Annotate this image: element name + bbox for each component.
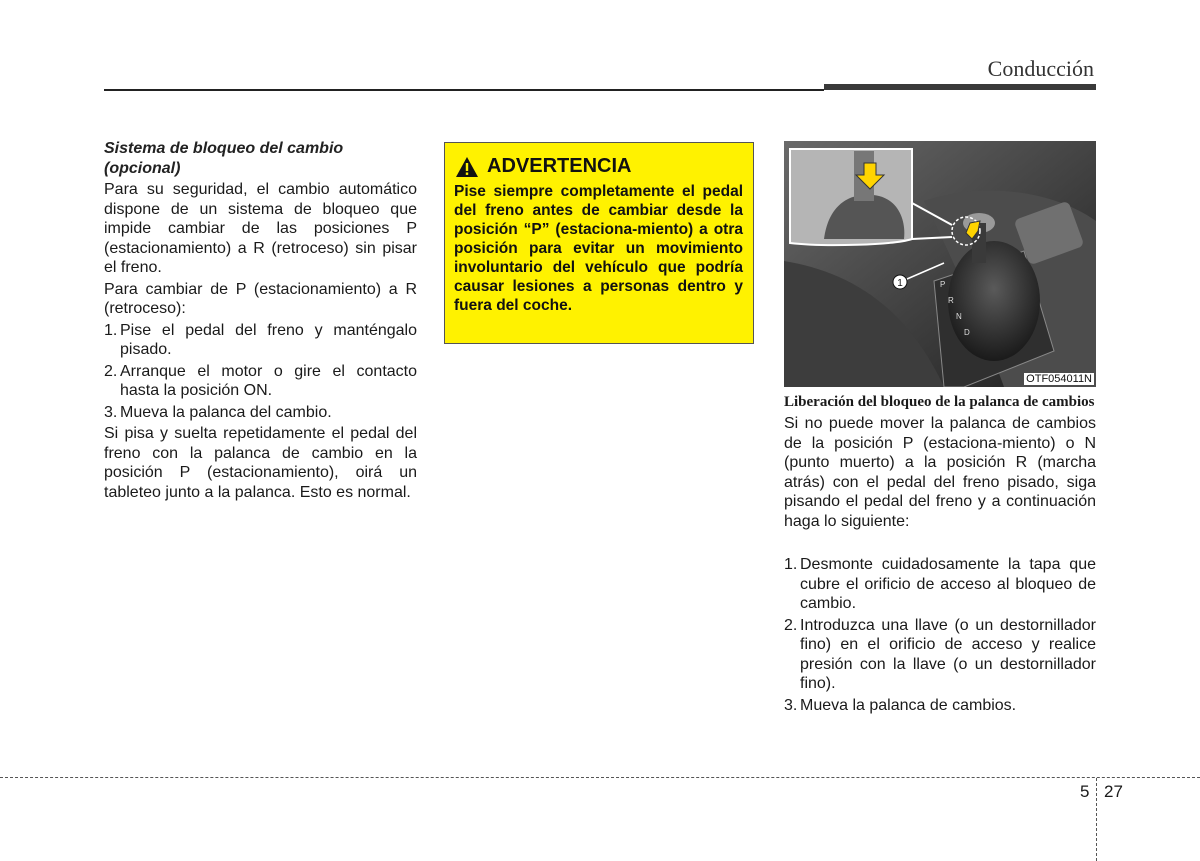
release-paragraph: Si no puede mover la palanca de cambios de la posición P (estaciona-miento) o N (punto muerto) a la posición R (marcha atrás) con el pedal del freno pisado, siga pisando el pedal del freno y a continuación haga lo siguiente: bbox=[784, 415, 1096, 530]
list-item bbox=[104, 403, 417, 423]
list-number: 2. bbox=[104, 362, 118, 380]
list-text: Pise el pedal del freno y manténgalo pisado. bbox=[120, 321, 417, 358]
gear-label-n: N bbox=[956, 312, 962, 321]
gear-label-p: P bbox=[940, 280, 946, 289]
list-item bbox=[784, 616, 1096, 694]
list-text: Mueva la palanca de cambios. bbox=[800, 696, 1017, 714]
gear-shift-illustration bbox=[784, 141, 1096, 387]
warning-text: Pise siempre completamente el pedal del freno antes de cambiar desde la posición “P” (estaciona-miento) a otra posición para evitar un movimiento involuntario del vehículo que podría causar lesiones a personas dentro y fuera del coche. bbox=[454, 183, 743, 314]
chapter-number: 5 bbox=[1080, 782, 1090, 801]
list-text: Arranque el motor o gire el contacto hasta la posición ON. bbox=[120, 362, 417, 399]
list-text: Introduzca una llave (o un destornillador fino) en el orificio de acceso y realice presión con la llave (o un destornillador fino). bbox=[800, 616, 1096, 692]
list-text: Mueva la palanca del cambio. bbox=[120, 403, 332, 421]
header-rule-accent bbox=[824, 84, 1096, 90]
list-number: 1. bbox=[784, 556, 798, 573]
right-column bbox=[784, 393, 1096, 717]
list-number: 3. bbox=[104, 403, 118, 421]
intro-paragraph: Para su seguridad, el cambio automático dispone de un sistema de bloqueo que impide cambiar de las posiciones P (estacionamiento) a R (retroceso) sin pisar el freno. bbox=[104, 181, 417, 276]
instruction-lead: Para cambiar de P (estacionamiento) a R (retroceso): bbox=[104, 280, 417, 317]
list-item bbox=[784, 696, 1096, 716]
figure-code: OTF054011N bbox=[1026, 373, 1092, 385]
callout-number: 1 bbox=[897, 278, 903, 289]
figure-caption: Liberación del bloqueo de la palanca de cambios bbox=[784, 394, 1095, 410]
section-title: Sistema de bloqueo del cambio (opcional) bbox=[104, 140, 344, 177]
list-item bbox=[784, 555, 1096, 614]
warning-header bbox=[455, 155, 753, 178]
list-number: 2. bbox=[784, 616, 798, 634]
note-paragraph: Si pisa y suelta repetidamente el pedal del freno con la palanca de cambio en la posición P (estacionamiento), oirá un tableteo junto a la palanca. Esto es normal. bbox=[104, 425, 417, 501]
footer-divider bbox=[1096, 778, 1097, 861]
chapter-header-title: Conducción bbox=[987, 56, 1094, 81]
page-number: 27 bbox=[1104, 782, 1123, 801]
list-item bbox=[104, 362, 417, 401]
footer-rule bbox=[0, 777, 1200, 778]
list-item bbox=[104, 321, 417, 360]
warning-title: ADVERTENCIA bbox=[487, 155, 632, 177]
header-rule bbox=[104, 89, 824, 91]
gear-label-d: D bbox=[964, 328, 970, 337]
left-column bbox=[104, 139, 417, 504]
gear-shift-photo bbox=[784, 141, 1096, 387]
gear-label-r: R bbox=[948, 296, 954, 305]
warning-box bbox=[444, 142, 754, 344]
list-text: Desmonte cuidadosamente la tapa que cubre el orificio de acceso al bloqueo de cambio. bbox=[800, 556, 1096, 612]
list-number: 1. bbox=[104, 321, 118, 339]
list-number: 3. bbox=[784, 696, 798, 714]
warning-triangle-icon bbox=[455, 156, 479, 178]
